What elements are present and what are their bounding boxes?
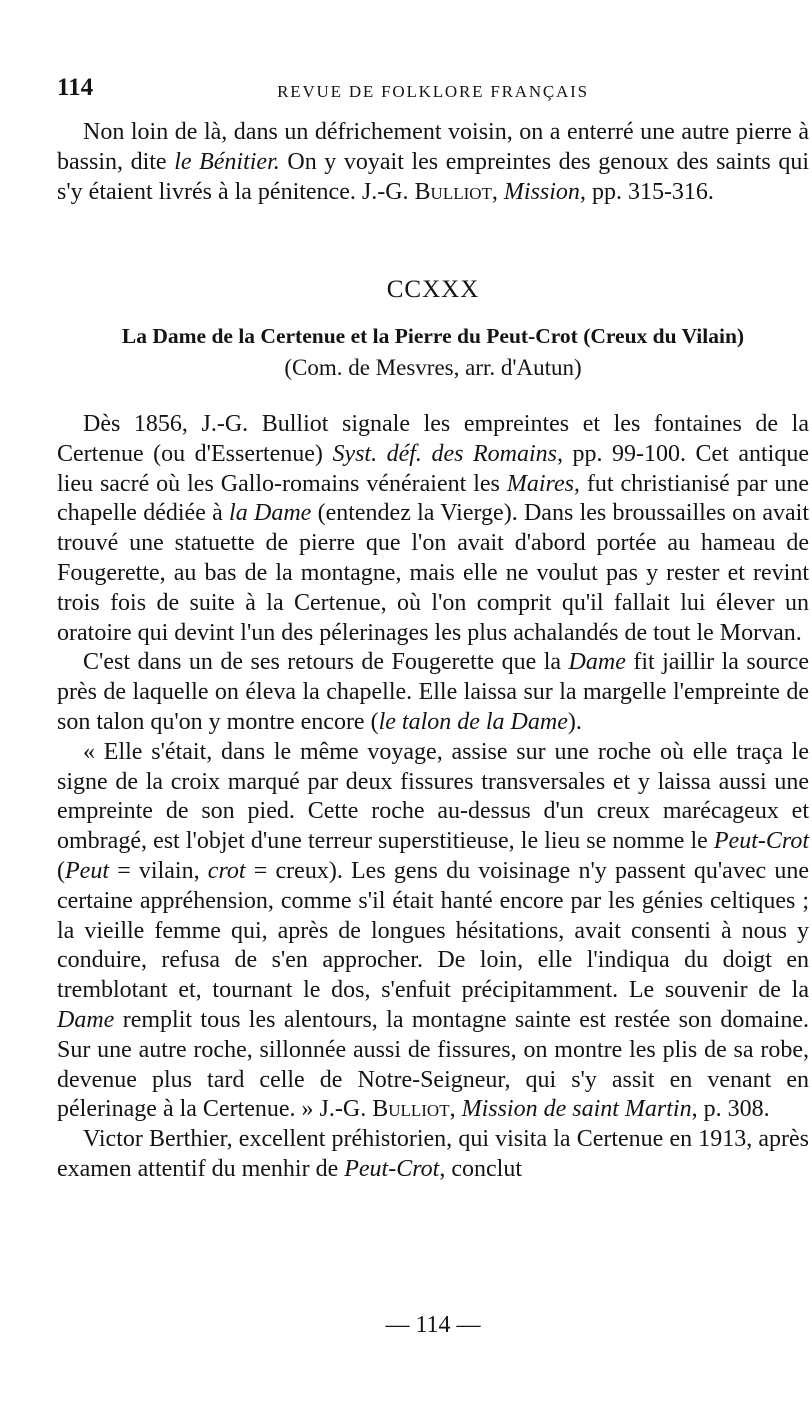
text-run: , p. 308. xyxy=(691,1096,770,1123)
text-run: , conclut xyxy=(439,1155,522,1182)
italic-run: la Dame xyxy=(229,500,312,527)
italic-run: Peut-Crot xyxy=(344,1155,440,1182)
italic-run: Peut-Crot xyxy=(713,828,809,855)
text-run: (entendez la Vierge). Dans les broussailles on avait trouvé une statuette de pierre que l'on avait d'abord portée au hameau de Fougerette, au bas de la montagne, mais elle ne voulut pas y rester et revint trois fois de suite à la Certenue, où l'on comprit qu'il fallait lui élever un oratoire qui devint l'un des pélerinages les plus achalandés de tout le Morvan. xyxy=(57,500,810,646)
text-run: , xyxy=(491,178,504,205)
section-number: CCXXX xyxy=(386,276,480,303)
italic-run: le talon de la Dame xyxy=(378,708,568,735)
paragraph xyxy=(57,118,809,207)
text-run: fut christianisé par une chapelle dédiée à xyxy=(57,470,809,527)
italic-run: Syst. déf. des Romains xyxy=(332,440,557,467)
text-run: fit jaillir la source près de laquelle on éleva la chapelle. Elle laissa sur la margelle l'empreinte de son talon qu'on y montre encore ( xyxy=(57,649,809,735)
author-name: Bulliot xyxy=(414,178,492,205)
text-run: , pp. 99-100. Cet antique lieu sacré où les Gallo-romains vénéraient les xyxy=(57,440,809,497)
text-run: Dès 1856, J.-G. Bulliot signale les empreintes et les fontaines de la Certenue (ou d'Essertenue) xyxy=(57,411,809,467)
italic-run: Dame xyxy=(568,649,626,676)
text-run: remplit tous les alentours, la montagne sainte est restée son domaine. Sur une autre roche, sillonnée aussi de fissures, on montre les plis de sa robe, devenue plus tard celle de Notre-Seigneur, qui s'y assit en venant en pélerinage à la Certenue. » J.-G. xyxy=(57,1006,809,1123)
paragraph xyxy=(57,410,809,648)
italic-run: Peut xyxy=(65,857,109,884)
text-run: = creux). Les gens du voisinage n'y passent qu'avec une certaine appréhension, comme s'il était hanté encore par les génies celtiques ; la vieille femme qui, après de longues hésitations, avait consenti à nous y conduire, refusa de s'en approcher. De loin, elle l'indiqua du doigt en tremblotant et, tournant le dos, s'enfuit précipitamment. Le souvenir de la xyxy=(57,857,809,1004)
text-run: Non loin de là, dans un défrichement voisin, on a enterré une autre pierre à bassin, dite xyxy=(57,119,809,175)
text-run: On y voyait les empreintes des genoux des saints qui s'y étaient livrés à la pénitence. J.-G. xyxy=(57,148,809,205)
italic-run: Dame xyxy=(57,1006,115,1033)
page-header xyxy=(57,74,809,108)
italic-run: Maires, xyxy=(506,470,580,497)
footer-page-number: — 114 — xyxy=(385,1312,481,1338)
header-page-number: 114 xyxy=(57,74,94,101)
section-title: La Dame de la Certenue et la Pierre du Peut-Crot (Creux du Vilain) xyxy=(121,324,745,348)
running-title: REVUE DE FOLKLORE FRANÇAIS xyxy=(277,82,589,101)
text-run: = vilain, xyxy=(108,857,208,884)
italic-run: Mission xyxy=(503,178,580,205)
text-run: , xyxy=(449,1096,462,1123)
intro-paragraph xyxy=(57,118,809,207)
text-run: Victor Berthier, excellent préhistorien, qui visita la Certenue en 1913, après examen attentif du menhir de xyxy=(57,1126,809,1182)
paragraph xyxy=(57,1125,809,1185)
paragraph xyxy=(57,738,809,1125)
text-run: C'est dans un de ses retours de Fougerette que la xyxy=(83,649,569,676)
italic-run: Mission de saint Martin xyxy=(461,1096,692,1123)
section-subtitle: (Com. de Mesvres, arr. d'Autun) xyxy=(284,355,582,380)
italic-run: crot xyxy=(207,857,246,884)
italic-run: le Bénitier. xyxy=(174,148,280,175)
text-run: ). xyxy=(567,708,582,735)
body-text xyxy=(57,410,809,1185)
text-run: ( xyxy=(57,857,65,884)
text-run: « Elle s'était, dans le même voyage, assise sur une roche où elle traça le signe de la croix marqué par deux fissures transversales et y laissa aussi une empreinte de son pied. Cette roche au-dessus d'un creux marécageux et ombragé, est l'objet d'une terreur superstitieuse, le lieu se nomme le xyxy=(57,738,809,855)
paragraph xyxy=(57,648,809,737)
text-run: , pp. 315-316. xyxy=(579,178,714,205)
author-name: Bulliot xyxy=(372,1096,450,1123)
